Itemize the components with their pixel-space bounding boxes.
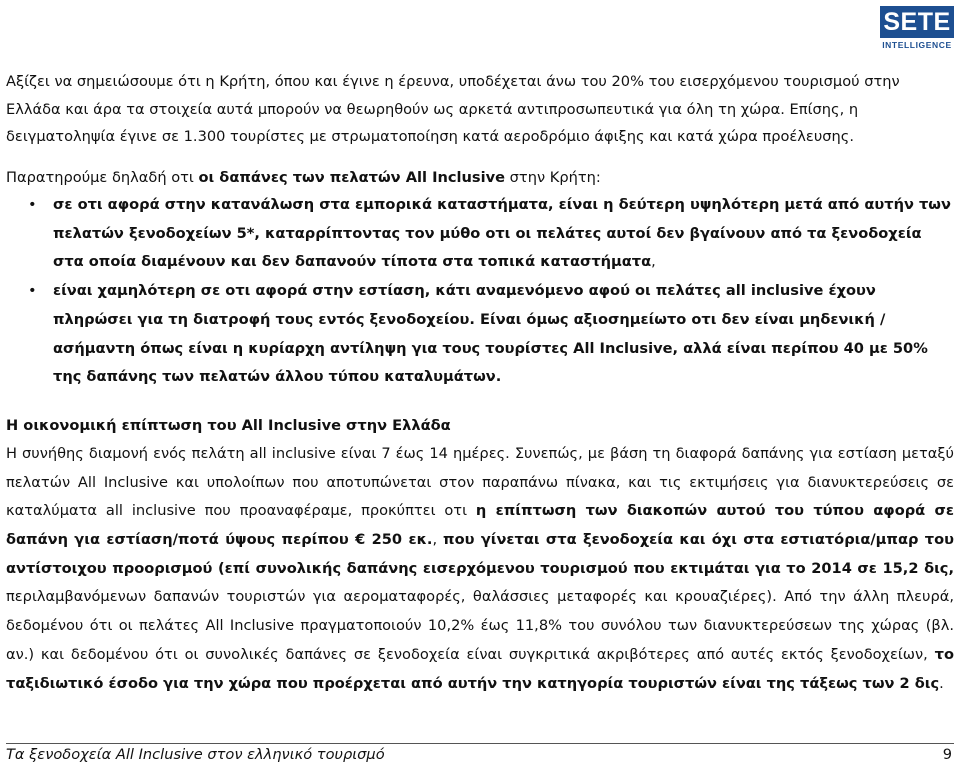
sete-logo — [880, 6, 954, 50]
list-item — [6, 277, 954, 392]
document-body — [6, 68, 954, 698]
bullet-icon: • — [28, 282, 37, 300]
bullet-1-bold: σε οτι αφορά στην κατανάλωση στα εμπορικά καταστήματα, είναι η δεύτερη υψηλότερη μετά από αυτήν των πελατών ξενοδοχείων 5*, καταρρίπτοντας τον μύθο οτι οι πελάτες αυτοί δεν βγαίνουν από τα ξενοδοχεία στα οποία διαμένουν και δεν δαπανούν τίποτα στα τοπικά καταστήματα — [53, 196, 951, 271]
section-bold-1: η επίπτωση των διακοπών αυτού του τύπου αφορά σε δαπάνη για εστίαση/ποτά ύψους περίπου € 250 εκ. — [6, 502, 954, 549]
bullet-1-normal: , — [651, 253, 656, 271]
section-bold-2: που γίνεται στα ξενοδοχεία και όχι στα εστιατόρια/μπαρ του αντίστοιχου προορισμού (επί συνολικής δαπάνης εισερχόμενου τουρισμού που εκτιμάται για το 2014 σε 15,2 δις, — [6, 531, 954, 577]
observation-paragraph — [6, 164, 954, 192]
section-text-3: περιλαμβανόμενων δαπανών τουριστών για αεροματαφορές, θαλάσσιες μεταφορές και κρουαζιέρες). Από την άλλη πλευρά, δεδομένου ότι οι πελάτες All Inclusive πραγματοποιούν 10,2% έως 11,8% του συνόλου των διανυκτερεύσεων της χώρας (βλ. αν.) και δεδομένου ότι οι συνολικές δαπάνες σε ξενοδοχεία είναι συγκριτικά ακριβότερες από αυτές εκτός ξενοδοχείων, — [6, 588, 954, 663]
page-number: 9 — [942, 746, 952, 763]
bullet-2-bold: είναι χαμηλότερη σε οτι αφορά στην εστίαση, κάτι αναμενόμενο αφού οι πελάτες all inclusive έχουν πληρώσει για τη διατροφή τους εντός ξενοδοχείου. Είναι όμως αξιοσημείωτο οτι δεν είναι μηδενική / ασήμαντη όπως είναι η κυρίαρχη αντίληψη για τους τουρίστες All Inclusive, αλλά είναι περίπου 40 με 50% της δαπάνης των πελατών άλλου τύπου καταλυμάτων. — [53, 282, 928, 386]
logo-wordmark: SETE — [880, 6, 954, 38]
observation-bold: οι δαπάνες των πελατών All Inclusive — [198, 168, 506, 186]
section-text-1: Η συνήθης διαμονή ενός πελάτη all inclusive είναι 7 έως 14 ημέρες. Συνεπώς, με βάση τη διαφορά δαπάνης για εστίαση μεταξύ πελατών All Inclusive και υπολοίπων που αποτυπώνεται στον παραπάνω πίνακα, και τις εκτιμήσεις για διανυκτερεύσεις σε καταλύματα all inclusive που προαναφέραμε, προκύπτει οτι — [6, 444, 954, 520]
bullet-icon: • — [28, 196, 37, 213]
section-heading: Η οικονομική επίπτωση του All Inclusive στην Ελλάδα — [6, 416, 451, 434]
footer-divider — [6, 743, 954, 744]
section-text-4: . — [939, 674, 944, 692]
section-bold-3: το ταξιδιωτικό έσοδο για την χώρα που προέρχεται από αυτήν την κατηγορία τουριστών είναι της τάξεως των 2 δις — [6, 645, 954, 692]
section-paragraph — [6, 440, 954, 698]
logo-subtitle: INTELLIGENCE — [882, 40, 952, 50]
observation-suffix: στην Κρήτη: — [505, 168, 601, 186]
list-item — [6, 191, 954, 277]
intro-paragraph: Αξίζει να σημειώσουμε ότι η Κρήτη, όπου και έγινε η έρευνα, υποδέχεται άνω του 20% του εισερχόμενου τουρισμού στην Ελλάδα και άρα τα στοιχεία αυτά μπορούν να θεωρηθούν ως αρκετά αντιπροσωπευτικά για όλη τη χώρα. Επίσης, η δειγματοληψία έγινε σε 1.300 τουρίστες με στρωματοποίηση κατά αεροδρόμιο άφιξης και κατά χώρα προέλευσης. — [6, 73, 900, 145]
observation-prefix: Παρατηρούμε δηλαδή οτι — [6, 168, 199, 186]
section-text-2: , — [432, 531, 444, 549]
bullet-list — [6, 191, 954, 392]
footer-title: Τα ξενοδοχεία All Inclusive στον ελληνικό τουρισμό — [6, 746, 385, 763]
